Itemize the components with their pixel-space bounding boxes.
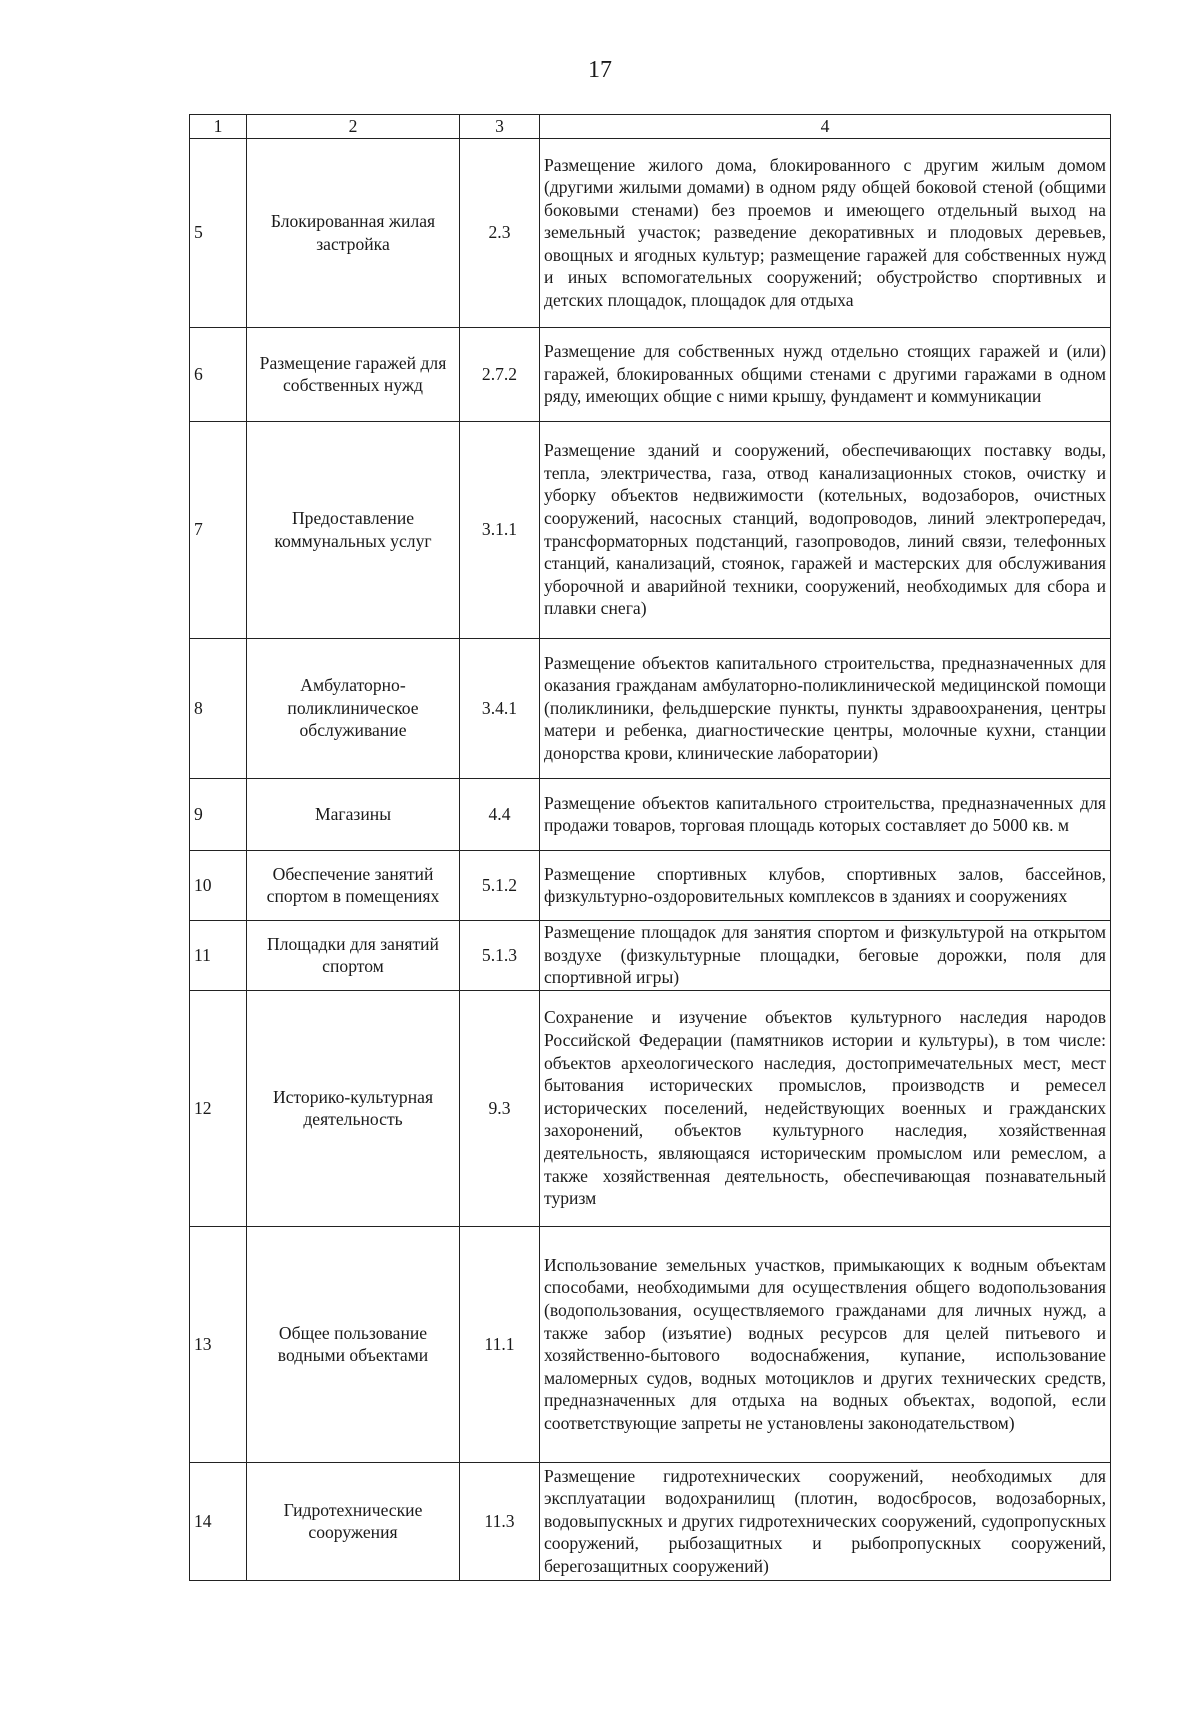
table-row (190, 990, 1111, 1226)
land-use-code: 11.1 (460, 1226, 540, 1462)
land-use-description: Размещение объектов капитального строительства, предназначенных для продажи товаров, торговая площадь которых составляет до 5000 кв. м (540, 778, 1111, 850)
row-number: 10 (190, 850, 247, 920)
land-use-description: Использование земельных участков, примыкающих к водным объектам способами, необходимыми для осуществления общего водопользования (водопользования, осуществляемого гражданами для личных нужд, а также забор (изъятие) водных ресурсов для целей питьевого и хозяйственно-бытового водоснабжения, купание, использование маломерных судов, водных мотоциклов и других технических средств, предназначенных для отдыха на водных объектах, водопой, если соответствующие запреты не установлены законодательством) (540, 1226, 1111, 1462)
land-use-name: Историко-культурная деятельность (247, 990, 460, 1226)
column-header-3: 3 (460, 115, 540, 139)
land-use-description: Размещение спортивных клубов, спортивных залов, бассейнов, физкультурно-оздоровительных комплексов в зданиях и сооружениях (540, 850, 1111, 920)
land-use-code: 2.7.2 (460, 327, 540, 421)
column-header-1: 1 (190, 115, 247, 139)
row-number: 5 (190, 138, 247, 327)
land-use-code: 3.1.1 (460, 421, 540, 638)
land-use-description: Размещение площадок для занятия спортом и физкультурой на открытом воздухе (физкультурные площадки, беговые дорожки, поля для спортивной игры) (540, 920, 1111, 990)
land-use-description: Размещение зданий и сооружений, обеспечивающих поставку воды, тепла, электричества, газа, отвод канализационных стоков, очистку и уборку объектов недвижимости (котельных, водозаборов, очистных сооружений, насосных станций, водопроводов, линий электропередач, трансформаторных подстанций, газопроводов, линий связи, телефонных станций, канализаций, стоянок, гаражей и мастерских для обслуживания уборочной и аварийной техники, сооружений, необходимых для сбора и плавки снега) (540, 421, 1111, 638)
table-row (190, 920, 1111, 990)
row-number: 6 (190, 327, 247, 421)
land-use-description: Размещение объектов капитального строительства, предназначенных для оказания гражданам амбулаторно-поликлинической медицинской помощи (поликлиники, фельдшерские пункты, пункты здравоохранения, центры матери и ребенка, диагностические центры, молочные кухни, станции донорства крови, клинические лаборатории) (540, 638, 1111, 778)
land-use-name: Блокированная жилая застройка (247, 138, 460, 327)
land-use-name: Размещение гаражей для собственных нужд (247, 327, 460, 421)
row-number: 8 (190, 638, 247, 778)
row-number: 14 (190, 1462, 247, 1580)
table-header-row (190, 115, 1111, 139)
land-use-name: Магазины (247, 778, 460, 850)
table-row (190, 1226, 1111, 1462)
land-use-table (189, 114, 1111, 1581)
table-row (190, 850, 1111, 920)
land-use-name: Гидротехнические сооружения (247, 1462, 460, 1580)
land-use-code: 5.1.3 (460, 920, 540, 990)
table-row (190, 1462, 1111, 1580)
row-number: 7 (190, 421, 247, 638)
land-use-name: Площадки для занятий спортом (247, 920, 460, 990)
land-use-description: Размещение жилого дома, блокированного с другим жилым домом (другими жилыми домами) в одном ряду общей боковой стеной (общими боковыми стенами) без проемов и имеющего отдельный выход на земельный участок; разведение декоративных и плодовых деревьев, овощных и ягодных культур; размещение гаражей для собственных нужд и иных вспомогательных сооружений; обустройство спортивных и детских площадок, площадок для отдыха (540, 138, 1111, 327)
land-use-description: Размещение для собственных нужд отдельно стоящих гаражей и (или) гаражей, блокированных общими стенами с другими гаражами в одном ряду, имеющих общие с ними крышу, фундамент и коммуникации (540, 327, 1111, 421)
table-row (190, 327, 1111, 421)
land-use-name: Обеспечение занятий спортом в помещениях (247, 850, 460, 920)
land-use-code: 2.3 (460, 138, 540, 327)
column-header-4: 4 (540, 115, 1111, 139)
land-use-description: Размещение гидротехнических сооружений, необходимых для эксплуатации водохранилищ (плотин, водосбросов, водозаборных, водовыпускных и других гидротехнических сооружений, судопропускных сооружений, рыбозащитных и рыбопропускных сооружений, берегозащитных сооружений) (540, 1462, 1111, 1580)
land-use-code: 4.4 (460, 778, 540, 850)
table-row (190, 778, 1111, 850)
land-use-code: 11.3 (460, 1462, 540, 1580)
land-use-name: Предоставление коммунальных услуг (247, 421, 460, 638)
page-number: 17 (588, 57, 612, 83)
land-use-code: 3.4.1 (460, 638, 540, 778)
row-number: 11 (190, 920, 247, 990)
table-row (190, 638, 1111, 778)
row-number: 9 (190, 778, 247, 850)
land-use-description: Сохранение и изучение объектов культурного наследия народов Российской Федерации (памятников истории и культуры), в том числе: объектов археологического наследия, достопримечательных мест, мест бытования исторических промыслов, производств и ремесел исторических поселений, недействующих военных и гражданских захоронений, объектов культурного наследия, хозяйственная деятельность, являющаяся историческим промыслом или ремеслом, а также хозяйственная деятельность, обеспечивающая познавательный туризм (540, 990, 1111, 1226)
land-use-code: 9.3 (460, 990, 540, 1226)
row-number: 13 (190, 1226, 247, 1462)
land-use-name: Общее пользование водными объектами (247, 1226, 460, 1462)
land-use-name: Амбулаторно-поликлиническое обслуживание (247, 638, 460, 778)
land-use-code: 5.1.2 (460, 850, 540, 920)
row-number: 12 (190, 990, 247, 1226)
table-row (190, 138, 1111, 327)
column-header-2: 2 (247, 115, 460, 139)
table-row (190, 421, 1111, 638)
